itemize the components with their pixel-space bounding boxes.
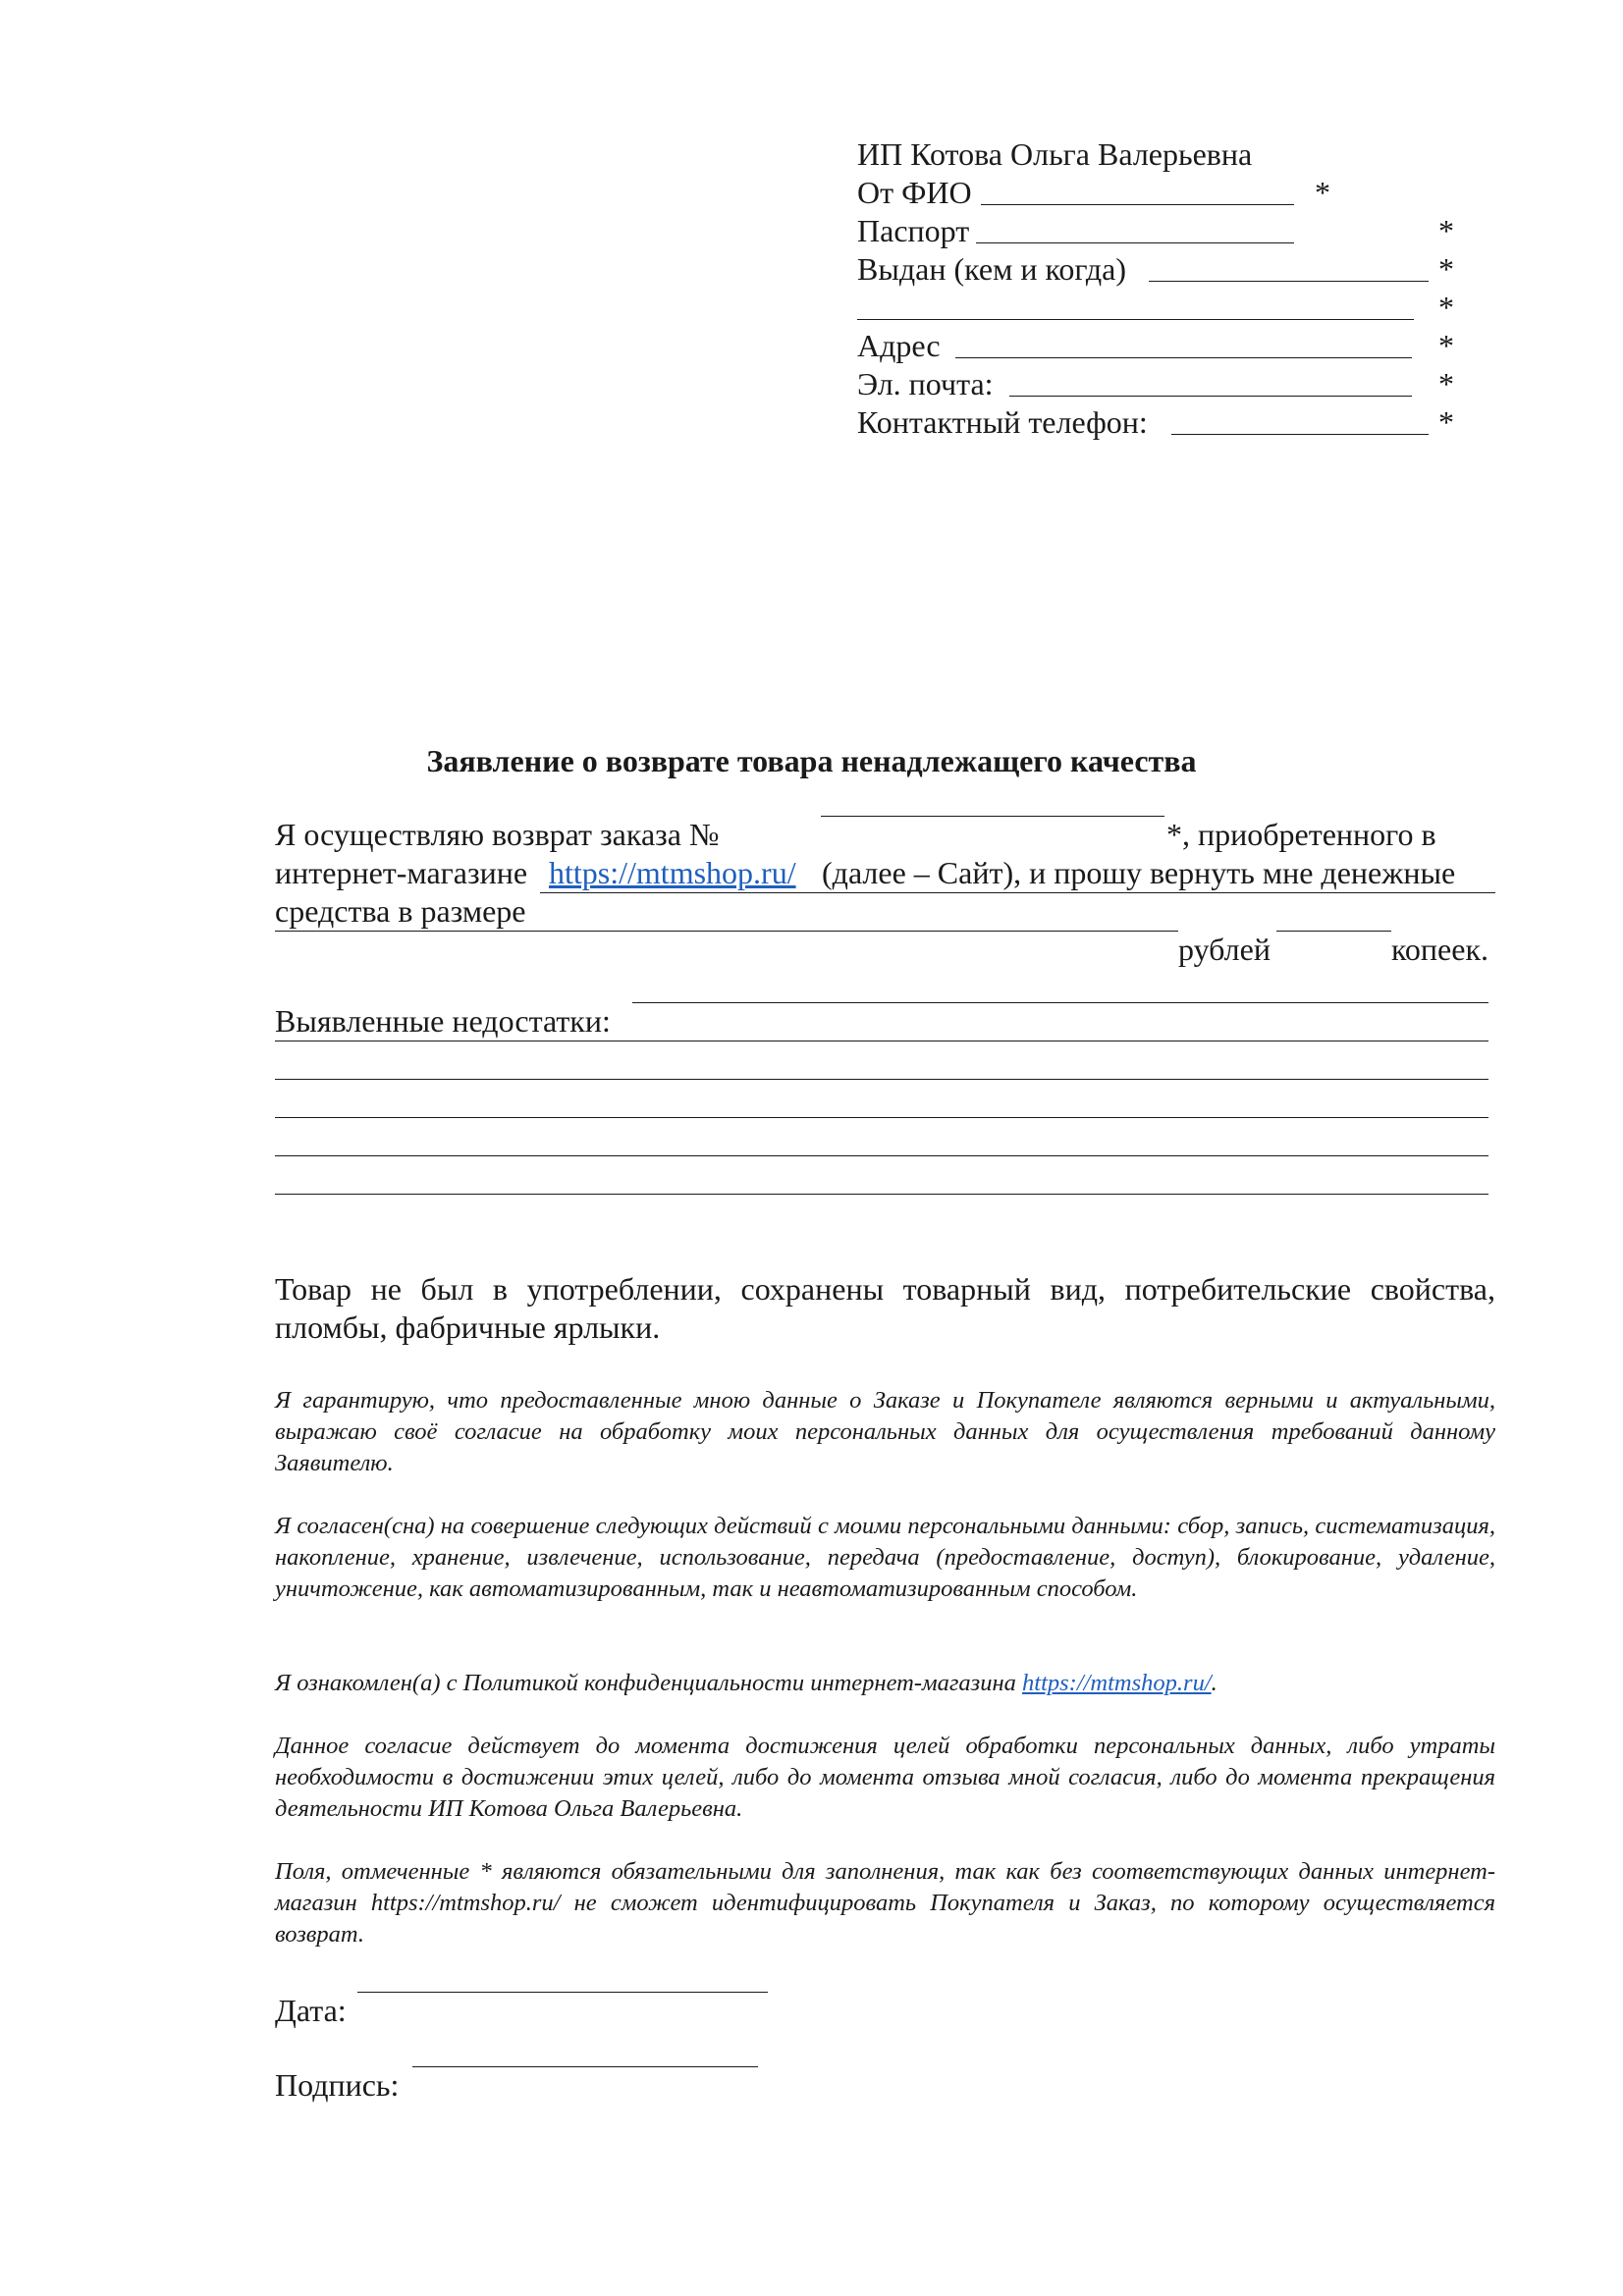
return-line-3	[275, 892, 1495, 931]
defects-label: Выявленные недостатки:	[275, 1003, 611, 1039]
defects-line-1	[275, 1002, 1495, 1041]
issued-continued-row	[857, 289, 1466, 327]
privacy-policy-link[interactable]: https://mtmshop.ru/	[1022, 1670, 1212, 1696]
return-text-shop: интернет-магазине	[275, 855, 528, 890]
passport-field[interactable]	[976, 242, 1294, 243]
return-text-start: Я осуществляю возврат заказа №	[275, 817, 720, 852]
defects-section	[275, 1002, 1495, 1232]
email-field[interactable]	[1009, 396, 1412, 397]
phone-row	[857, 403, 1466, 442]
defects-line-5	[275, 1155, 1495, 1194]
signature-row	[275, 2066, 1495, 2105]
issued-row	[857, 250, 1466, 289]
rubles-label: рублей	[1178, 932, 1271, 967]
shop-link[interactable]: https://mtmshop.ru/	[549, 855, 796, 890]
signature-field[interactable]	[412, 2066, 758, 2067]
return-text-amount: средства в размере	[275, 893, 526, 929]
required-mark: *	[1438, 251, 1454, 287]
defects-line-3	[275, 1079, 1495, 1117]
recipient-row	[857, 135, 1466, 174]
defects-line-2	[275, 1041, 1495, 1079]
amount-field[interactable]	[540, 892, 1495, 893]
required-mark: *	[1438, 213, 1454, 248]
issued-field[interactable]	[1149, 281, 1429, 282]
consent-duration: Данное согласие действует до момента достижения целей обработки персональных данных, либо утраты необходимости в достижении этих целей, либо до момента отзыва мной согласия, либо до момента прекращения деятельности ИП Котова Ольга Валерьевна.	[275, 1733, 1495, 1822]
date-section	[275, 1992, 1495, 2030]
return-line-2	[275, 854, 1495, 892]
signature-section	[275, 2066, 1495, 2105]
email-label: Эл. почта:	[857, 366, 994, 401]
order-number-field[interactable]	[821, 816, 1164, 817]
required-mark: *	[1438, 366, 1454, 401]
phone-label: Контактный телефон:	[857, 404, 1148, 440]
issued-field-continued[interactable]	[857, 319, 1414, 320]
consent-guarantee: Я гарантирую, что предоставленные мною данные о Заказе и Покупателе являются верными и актуальными, выражаю своё согласие на обработку моих персональных данных для осуществления требований данному Заявителю.	[275, 1387, 1495, 1476]
fio-field[interactable]	[981, 204, 1294, 205]
consent-actions: Я согласен(сна) на совершение следующих действий с моими персональными данными: сбор, запись, систематизация, накопление, хранение, извлечение, использование, передача (предоставление, доступ), блокирование, удаление, уничтожение, как автоматизированным, так и неавтоматизированным способом.	[275, 1513, 1495, 1602]
defects-line-6	[275, 1194, 1495, 1232]
date-label: Дата:	[275, 1993, 347, 2028]
defects-field[interactable]	[632, 1002, 1488, 1003]
kopecks-field[interactable]	[1276, 931, 1391, 932]
return-line-4	[275, 931, 1495, 969]
privacy-policy-end: .	[1211, 1670, 1217, 1696]
privacy-policy-text: Я ознакомлен(а) с Политикой конфиденциальности интернет-магазина	[275, 1670, 1016, 1696]
document-title: Заявление о возврате товара ненадлежащего качества	[426, 743, 1197, 778]
condition-statement: Товар не был в употреблении, сохранены товарный вид, потребительские свойства, пломбы, фабричные ярлыки.	[275, 1271, 1495, 1345]
issued-label: Выдан (кем и когда)	[857, 251, 1127, 287]
date-field[interactable]	[357, 1992, 768, 1993]
date-row	[275, 1992, 1495, 2030]
return-text-refund: (далее – Сайт), и прошу вернуть мне денежные	[822, 855, 1456, 890]
fio-label: От ФИО	[857, 175, 972, 210]
return-paragraph	[275, 816, 1495, 969]
recipient-name: ИП Котова Ольга Валерьевна	[857, 136, 1253, 172]
required-mark: *	[1438, 404, 1454, 440]
passport-label: Паспорт	[857, 213, 970, 248]
defects-field[interactable]	[275, 1194, 1488, 1195]
header-block	[857, 135, 1466, 442]
amount-field-continued[interactable]	[275, 931, 1178, 932]
address-label: Адрес	[857, 328, 941, 363]
return-line-1	[275, 816, 1495, 854]
defects-field[interactable]	[275, 1155, 1488, 1156]
address-row	[857, 327, 1466, 365]
return-text-purchased: *, приобретенного в	[1166, 817, 1436, 852]
signature-label: Подпись:	[275, 2067, 400, 2103]
defects-field[interactable]	[275, 1117, 1488, 1118]
passport-row	[857, 212, 1466, 250]
defects-line-4	[275, 1117, 1495, 1155]
required-mark: *	[1315, 175, 1330, 210]
fio-row	[857, 174, 1466, 212]
email-row	[857, 365, 1466, 403]
kopecks-label: копеек.	[1391, 932, 1488, 967]
phone-field[interactable]	[1171, 434, 1429, 435]
required-mark: *	[1438, 290, 1454, 325]
defects-field[interactable]	[275, 1079, 1488, 1080]
required-mark: *	[1438, 328, 1454, 363]
consent-privacy-policy	[275, 1668, 1495, 1699]
required-fields-note: Поля, отмеченные * являются обязательными для заполнения, так как без соответствующих данных интернет-магазин https://mtmshop.ru/ не сможет идентифицировать Покупателя и Заказ, по которому осуществляется возврат.	[275, 1858, 1495, 1948]
address-field[interactable]	[955, 357, 1412, 358]
